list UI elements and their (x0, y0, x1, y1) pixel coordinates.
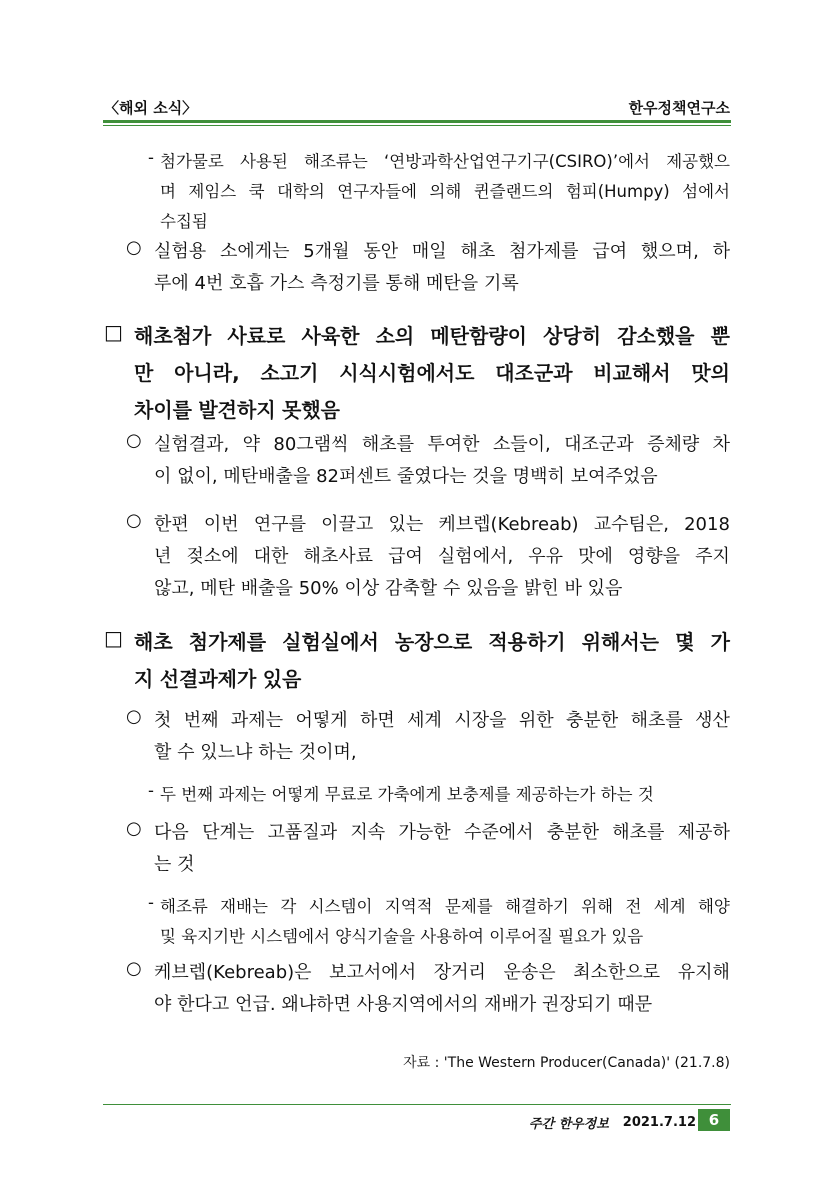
para1-line: 며 제임스 쿡 대학의 연구자들에 의해 퀸즐랜드의 험피(Humpy) 섬에서 (160, 182, 730, 201)
dash-marker: - (148, 781, 154, 800)
publication-title: 주간 한우정보 (528, 1117, 609, 1132)
para3-line: 해초첨가 사료로 사육한 소의 메탄함량이 상당히 감소했을 뿐 (134, 324, 730, 348)
circle-bullet-icon: ○ (126, 237, 142, 258)
para5-line: 한편 이번 연구를 이끌고 있는 케브렙(Kebreab) 교수팀은, 2018 (154, 514, 730, 535)
para6-line: 지 선결과제가 있음 (134, 667, 302, 691)
para10-line: 및 육지기반 시스템에서 양식기술을 사용하여 이루어질 필요가 있음 (160, 927, 644, 946)
para2-line: 루에 4번 호흡 가스 측정기를 통해 메탄을 기록 (154, 273, 519, 294)
footer-rule (103, 1104, 731, 1105)
circle-bullet-icon: ○ (126, 818, 142, 839)
para9-line: 는 것 (154, 854, 195, 875)
dash-marker: - (148, 148, 154, 167)
circle-bullet-icon: ○ (126, 958, 142, 979)
organization-name: 한우정책연구소 (628, 99, 730, 117)
para11-line: 케브렙(Kebreab)은 보고서에서 장거리 운송은 최소한으로 유지해 (154, 962, 730, 983)
header-rule (103, 120, 731, 123)
circle-bullet-icon: ○ (126, 510, 142, 531)
para6-line: 해초 첨가제를 실험실에서 농장으로 적용하기 위해서는 몇 가 (134, 630, 730, 654)
para5-line: 않고, 메탄 배출을 50% 이상 감축할 수 있음을 밝힌 바 있음 (154, 578, 623, 599)
para2-line: 실험용 소에게는 5개월 동안 매일 해초 첨가제를 급여 했으며, 하 (154, 241, 730, 262)
header-rule-thin (103, 125, 731, 126)
para1-line: 수집됨 (160, 212, 208, 231)
source-citation: 자료 : 'The Western Producer(Canada)' (21.7.8) (403, 1055, 730, 1071)
footer (529, 1113, 696, 1132)
para9-line: 다음 단계는 고품질과 지속 가능한 수준에서 충분한 해초를 제공하 (154, 822, 730, 843)
para8-line: 두 번째 과제는 어떻게 무료로 가축에게 보충제를 제공하는가 하는 것 (160, 785, 654, 804)
issue-date: 2021.7.12 (622, 1115, 696, 1130)
para11-line: 야 한다고 언급. 왜냐하면 사용지역에서의 재배가 권장되기 때문 (154, 994, 653, 1015)
para4-line: 이 없이, 메탄배출을 82퍼센트 줄였다는 것을 명백히 보여주었음 (154, 466, 658, 487)
para10-line: 해조류 재배는 각 시스템이 지역적 문제를 해결하기 위해 전 세계 해양 (160, 897, 730, 916)
para3-line: 차이를 발견하지 못했음 (134, 398, 340, 422)
square-bullet-icon: □ (104, 320, 123, 344)
para4-line: 실험결과, 약 80그램씩 해초를 투여한 소들이, 대조군과 증체량 차 (154, 434, 730, 455)
circle-bullet-icon: ○ (126, 430, 142, 451)
para7-line: 첫 번째 과제는 어떻게 하면 세계 시장을 위한 충분한 해초를 생산 (154, 710, 730, 731)
circle-bullet-icon: ○ (126, 706, 142, 727)
para5-line: 년 젖소에 대한 해초사료 급여 실험에서, 우유 맛에 영향을 주지 (154, 546, 730, 567)
square-bullet-icon: □ (104, 626, 123, 650)
dash-marker: - (148, 893, 154, 912)
para7-line: 할 수 있느냐 하는 것이며, (154, 742, 357, 763)
page-number: 6 (698, 1109, 730, 1131)
para3-line: 만 아니라, 소고기 시식시험에서도 대조군과 비교해서 맛의 (134, 361, 730, 385)
para1-line: 첨가물로 사용된 해조류는 ‘연방과학산업연구기구(CSIRO)’에서 제공했으 (160, 152, 730, 171)
section-label: 〈해외 소식〉 (104, 99, 198, 117)
